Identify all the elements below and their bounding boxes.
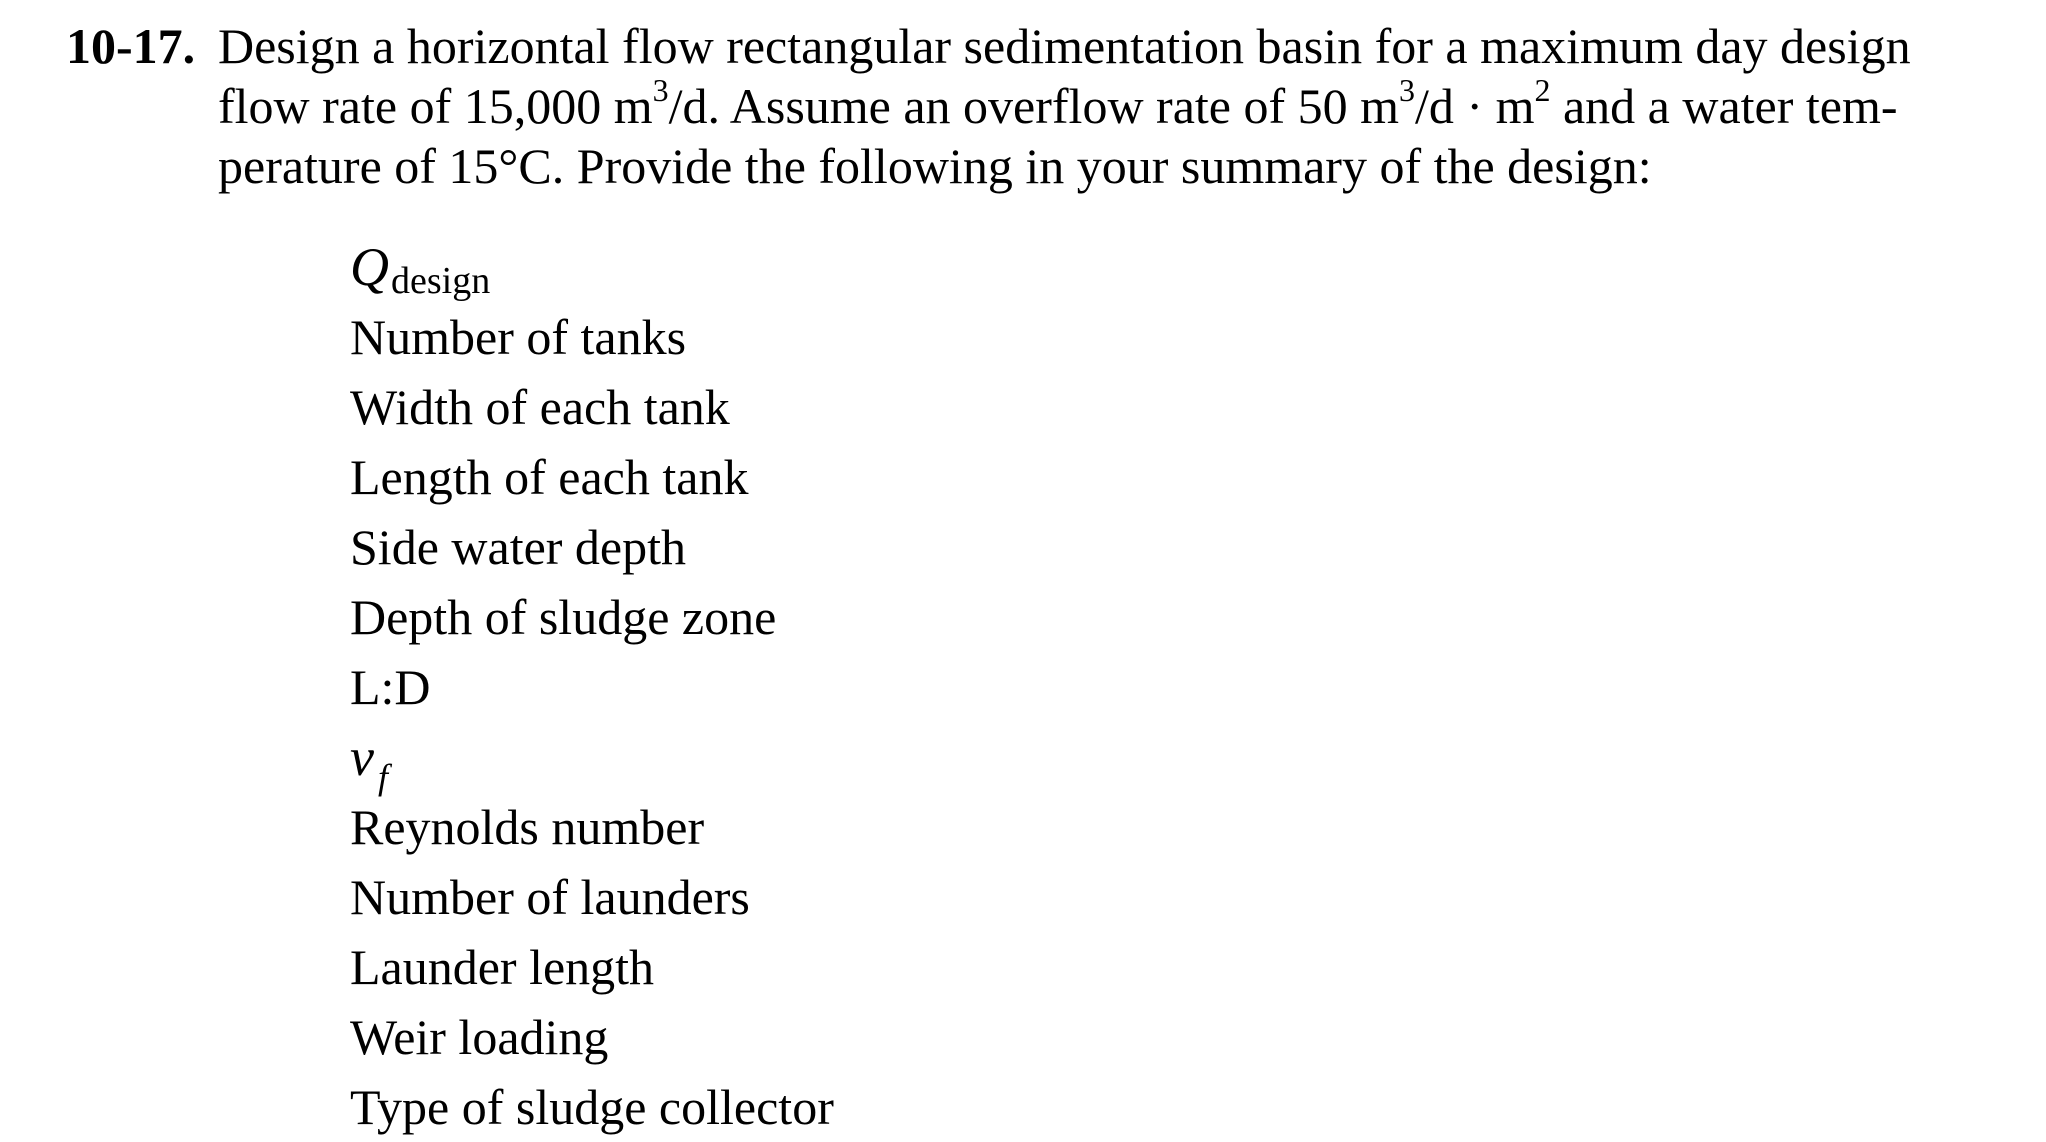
problem-statement xyxy=(218,16,1998,196)
list-item-vf xyxy=(350,722,834,797)
statement-text: /d · m xyxy=(1415,78,1535,134)
v-symbol: v xyxy=(350,727,374,787)
list-item: Launder length xyxy=(350,939,655,995)
design-subscript: design xyxy=(391,260,491,302)
list-item: L:D xyxy=(350,659,431,715)
list-item: Depth of sludge zone xyxy=(350,589,777,645)
statement-line-2 xyxy=(218,72,1998,136)
list-item: Type of sludge collector xyxy=(350,1079,834,1135)
list-item-q-design xyxy=(350,232,834,302)
superscript: 2 xyxy=(1534,72,1551,108)
list-item: Width of each tank xyxy=(350,379,730,435)
superscript: 3 xyxy=(652,72,669,108)
f-subscript: f xyxy=(377,757,388,797)
list-item: Length of each tank xyxy=(350,449,749,505)
list-item: Weir loading xyxy=(350,1009,609,1065)
q-symbol: Q xyxy=(350,237,389,297)
problem-number: 10-17. xyxy=(66,18,196,74)
statement-text: and a water tem- xyxy=(1550,78,1898,134)
list-item: Number of tanks xyxy=(350,309,687,365)
list-item: Side water depth xyxy=(350,519,687,575)
statement-line-3: perature of 15°C. Provide the following in your summary of the design: xyxy=(218,138,1652,194)
superscript: 3 xyxy=(1399,72,1416,108)
list-item: Number of launders xyxy=(350,869,750,925)
list-item: Reynolds number xyxy=(350,799,705,855)
design-summary-list xyxy=(350,232,834,1142)
statement-text: flow rate of 15,000 m xyxy=(218,78,653,134)
statement-line-1: Design a horizontal flow rectangular sedimentation basin for a maximum day design xyxy=(218,18,1911,74)
statement-text: /d. Assume an overflow rate of 50 m xyxy=(668,78,1400,134)
